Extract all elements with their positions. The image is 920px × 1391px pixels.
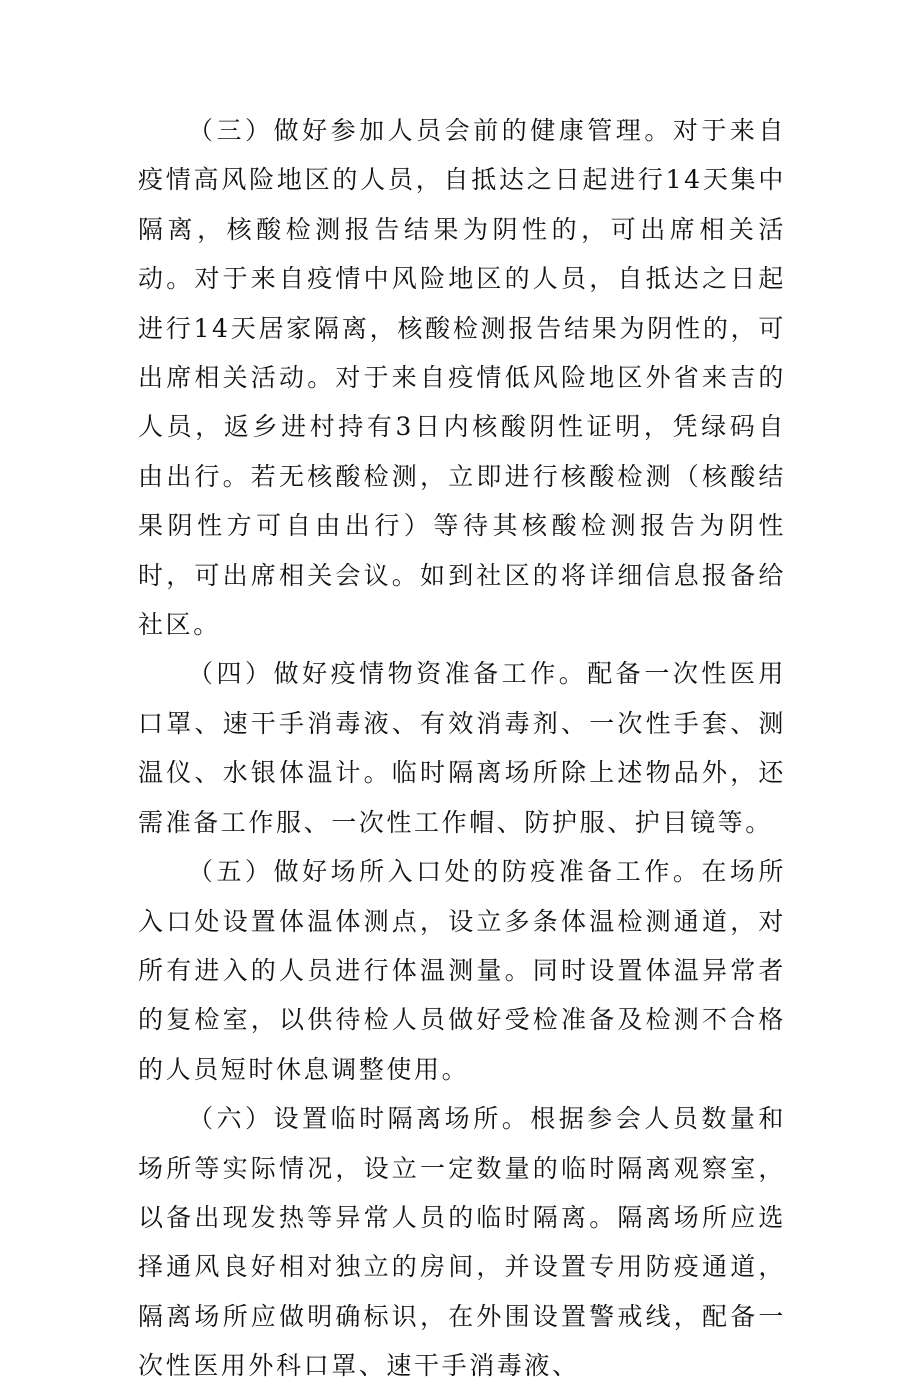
paragraph-health-management: （三）做好参加人员会前的健康管理。对于来自疫情高风险地区的人员，自抵达之日起进行14天集中隔离，核酸检测报告结果为阴性的，可出席相关活动。对于来自疫情中风险地区的人员，自抵达之日起进行14天居家隔离，核酸检测报告结果为阴性的，可出席相关活动。对于来自疫情低风险地区外省来吉的人员，返乡进村持有3日内核酸阴性证明，凭绿码自由出行。若无核酸检测，立即进行核酸检测（核酸结果阴性方可自由出行）等待其核酸检测报告为阴性时，可出席相关会议。如到社区的将详细信息报备给社区。 bbox=[138, 116, 786, 640]
paragraph-temporary-isolation: （六）设置临时隔离场所。根据参会人员数量和场所等实际情况，设立一定数量的临时隔离观察室，以备出现发热等异常人员的临时隔离。隔离场所应选择通风良好相对独立的房间，并设置专用防疫通道，隔离场所应做明确标识，在外围设置警戒线，配备一次性医用外科口罩、速干手消毒液、 bbox=[138, 1104, 786, 1381]
document-body bbox=[138, 106, 786, 1391]
paragraph-entrance-prevention: （五）做好场所入口处的防疫准备工作。在场所入口处设置体温体测点，设立多条体温检测通道，对所有进入的人员进行体温测量。同时设置体温异常者的复检室，以供待检人员做好受检准备及检测不合格的人员短时休息调整使用。 bbox=[138, 857, 786, 1084]
paragraph-supplies-preparation: （四）做好疫情物资准备工作。配备一次性医用口罩、速干手消毒液、有效消毒剂、一次性手套、测温仪、水银体温计。临时隔离场所除上述物品外，还需准备工作服、一次性工作帽、防护服、护目镜等。 bbox=[138, 659, 786, 837]
